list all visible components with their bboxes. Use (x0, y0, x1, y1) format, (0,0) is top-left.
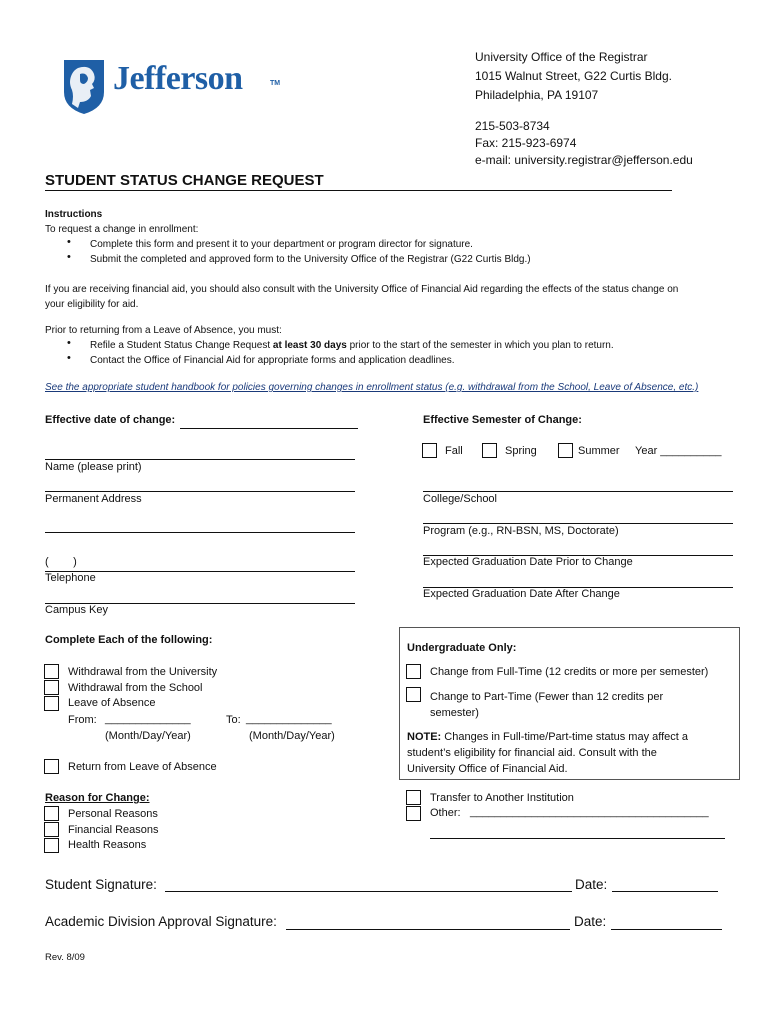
other-label: Other: (430, 807, 461, 819)
return-loa-checkbox[interactable] (44, 759, 59, 774)
permanent-address-field[interactable] (45, 491, 355, 492)
financial-aid-line: your eligibility for aid. (45, 298, 139, 310)
registrar-contact (475, 118, 693, 169)
permanent-address-field-2[interactable] (45, 532, 355, 533)
personal-reasons-label: Personal Reasons (68, 808, 158, 820)
logo-wordmark: Jefferson (113, 60, 243, 97)
full-time-checkbox[interactable] (406, 664, 421, 679)
other-field[interactable]: _______________________________________ (470, 806, 709, 818)
student-signature-field[interactable] (165, 891, 572, 892)
to-date-format: (Month/Day/Year) (249, 730, 335, 742)
financial-aid-line: If you are receiving financial aid, you should also consult with the University Office of Financial Aid regarding the effects of the status change on (45, 284, 679, 295)
withdrawal-school-checkbox[interactable] (44, 680, 59, 695)
form-title: STUDENT STATUS CHANGE REQUEST (45, 172, 324, 189)
financial-reasons-checkbox[interactable] (44, 822, 59, 837)
registrar-address (475, 48, 672, 105)
student-date-field[interactable] (612, 891, 718, 892)
semester-label: Effective Semester of Change: (423, 414, 582, 426)
effective-date-label-text: Effective date of change: (45, 414, 176, 426)
instruction-bullet: Complete this form and present it to your department or program director for signature. (90, 239, 473, 250)
approval-signature-field[interactable] (286, 929, 570, 930)
student-signature-label: Student Signature: (45, 877, 157, 892)
phone-area-code: ( ) (45, 556, 77, 568)
trademark-mark: TM (270, 80, 281, 87)
summer-checkbox[interactable] (558, 443, 573, 458)
program-field[interactable] (423, 523, 733, 524)
note-text: student’s eligibility for financial aid. Consult with the (407, 747, 657, 759)
approval-date-field[interactable] (611, 929, 722, 930)
address-line: Philadelphia, PA 19107 (475, 88, 599, 102)
instruction-bullet: Submit the completed and approved form to the University Office of the Registrar (G22 Curtis Bldg.) (90, 254, 531, 265)
return-loa-label: Return from Leave of Absence (68, 761, 217, 773)
complete-heading: Complete Each of the following: (45, 634, 213, 646)
college-field[interactable] (423, 491, 733, 492)
bullet-icon: • (67, 337, 71, 349)
leave-of-absence-label: Leave of Absence (68, 697, 156, 709)
full-time-label: Change from Full-Time (12 credits or more per semester) (430, 666, 709, 678)
phone-number: 215-503-8734 (475, 119, 550, 133)
leave-of-absence-checkbox[interactable] (44, 696, 59, 711)
fax-number: Fax: 215-923-6974 (475, 136, 577, 150)
undergrad-note (407, 729, 688, 777)
telephone-label: Telephone (45, 572, 96, 584)
permanent-address-label: Permanent Address (45, 493, 142, 505)
name-label: Name (please print) (45, 461, 142, 473)
loa-bullet (90, 340, 614, 351)
note-text: Changes in Full-time/Part-time status may affect a (441, 731, 689, 743)
financial-aid-note (45, 283, 678, 312)
undergrad-heading: Undergraduate Only: (407, 642, 517, 654)
note-text: University Office of Financial Aid. (407, 763, 568, 775)
student-date-label: Date: (575, 877, 608, 892)
part-time-line: Change to Part-Time (Fewer than 12 credits per (430, 691, 664, 703)
personal-reasons-checkbox[interactable] (44, 806, 59, 821)
part-time-line: semester) (430, 707, 479, 719)
part-time-label (430, 689, 663, 721)
name-field[interactable] (45, 459, 355, 460)
from-label: From: (68, 714, 97, 726)
from-date-field[interactable]: ______________ (105, 713, 191, 725)
handbook-link[interactable]: See the appropriate student handbook for policies governing changes in enrollment status (e.g. withdrawal from the School, Leave of Absence, etc.) (45, 382, 699, 393)
effective-date-label (45, 414, 175, 426)
transfer-label: Transfer to Another Institution (430, 792, 574, 804)
title-rule (45, 190, 672, 191)
withdrawal-university-label: Withdrawal from the University (68, 666, 218, 678)
fall-checkbox[interactable] (422, 443, 437, 458)
effective-date-field[interactable] (180, 414, 358, 429)
bullet-icon: • (67, 251, 71, 263)
address-line: 1015 Walnut Street, G22 Curtis Bldg. (475, 69, 672, 83)
instructions-intro: To request a change in enrollment: (45, 224, 199, 235)
spring-checkbox[interactable] (482, 443, 497, 458)
loa-bullet: Contact the Office of Financial Aid for appropriate forms and application deadlines. (90, 355, 455, 366)
other-field-2[interactable] (430, 838, 725, 839)
instructions-heading: Instructions (45, 209, 103, 220)
from-date-format: (Month/Day/Year) (105, 730, 191, 742)
other-checkbox[interactable] (406, 806, 421, 821)
grad-after-label: Expected Graduation Date After Change (423, 588, 620, 600)
logo (60, 56, 290, 118)
loa-intro: Prior to returning from a Leave of Absence, you must: (45, 325, 282, 336)
part-time-checkbox[interactable] (406, 687, 421, 702)
bullet-icon: • (67, 352, 71, 364)
spring-label: Spring (505, 445, 537, 457)
approval-signature-label: Academic Division Approval Signature: (45, 914, 277, 929)
to-label: To: (226, 714, 241, 726)
campus-key-label: Campus Key (45, 604, 108, 616)
to-date-field[interactable]: ______________ (246, 713, 332, 725)
loa-bullet-emphasis: at least 30 days (272, 340, 347, 351)
address-line: University Office of the Registrar (475, 50, 648, 64)
fall-label: Fall (445, 445, 463, 457)
withdrawal-university-checkbox[interactable] (44, 664, 59, 679)
email-address: e-mail: university.registrar@jefferson.edu (475, 153, 693, 167)
financial-reasons-label: Financial Reasons (68, 824, 159, 836)
grad-prior-label: Expected Graduation Date Prior to Change (423, 556, 633, 568)
year-field[interactable]: Year __________ (635, 445, 722, 457)
loa-bullet-text: Refile a Student Status Change Request (90, 340, 273, 351)
summer-label: Summer (578, 445, 620, 457)
transfer-checkbox[interactable] (406, 790, 421, 805)
withdrawal-school-label: Withdrawal from the School (68, 682, 203, 694)
approval-date-label: Date: (574, 914, 607, 929)
health-reasons-checkbox[interactable] (44, 838, 59, 853)
note-label: NOTE: (407, 731, 442, 743)
health-reasons-label: Health Reasons (68, 839, 147, 851)
college-label: College/School (423, 493, 497, 505)
jefferson-profile-shield-icon (60, 56, 108, 116)
loa-bullet-text: prior to the start of the semester in which you plan to return. (346, 340, 614, 351)
program-label: Program (e.g., RN-BSN, MS, Doctorate) (423, 525, 619, 537)
reason-heading: Reason for Change: (45, 792, 150, 804)
bullet-icon: • (67, 236, 71, 248)
revision-note: Rev. 8/09 (45, 952, 85, 963)
